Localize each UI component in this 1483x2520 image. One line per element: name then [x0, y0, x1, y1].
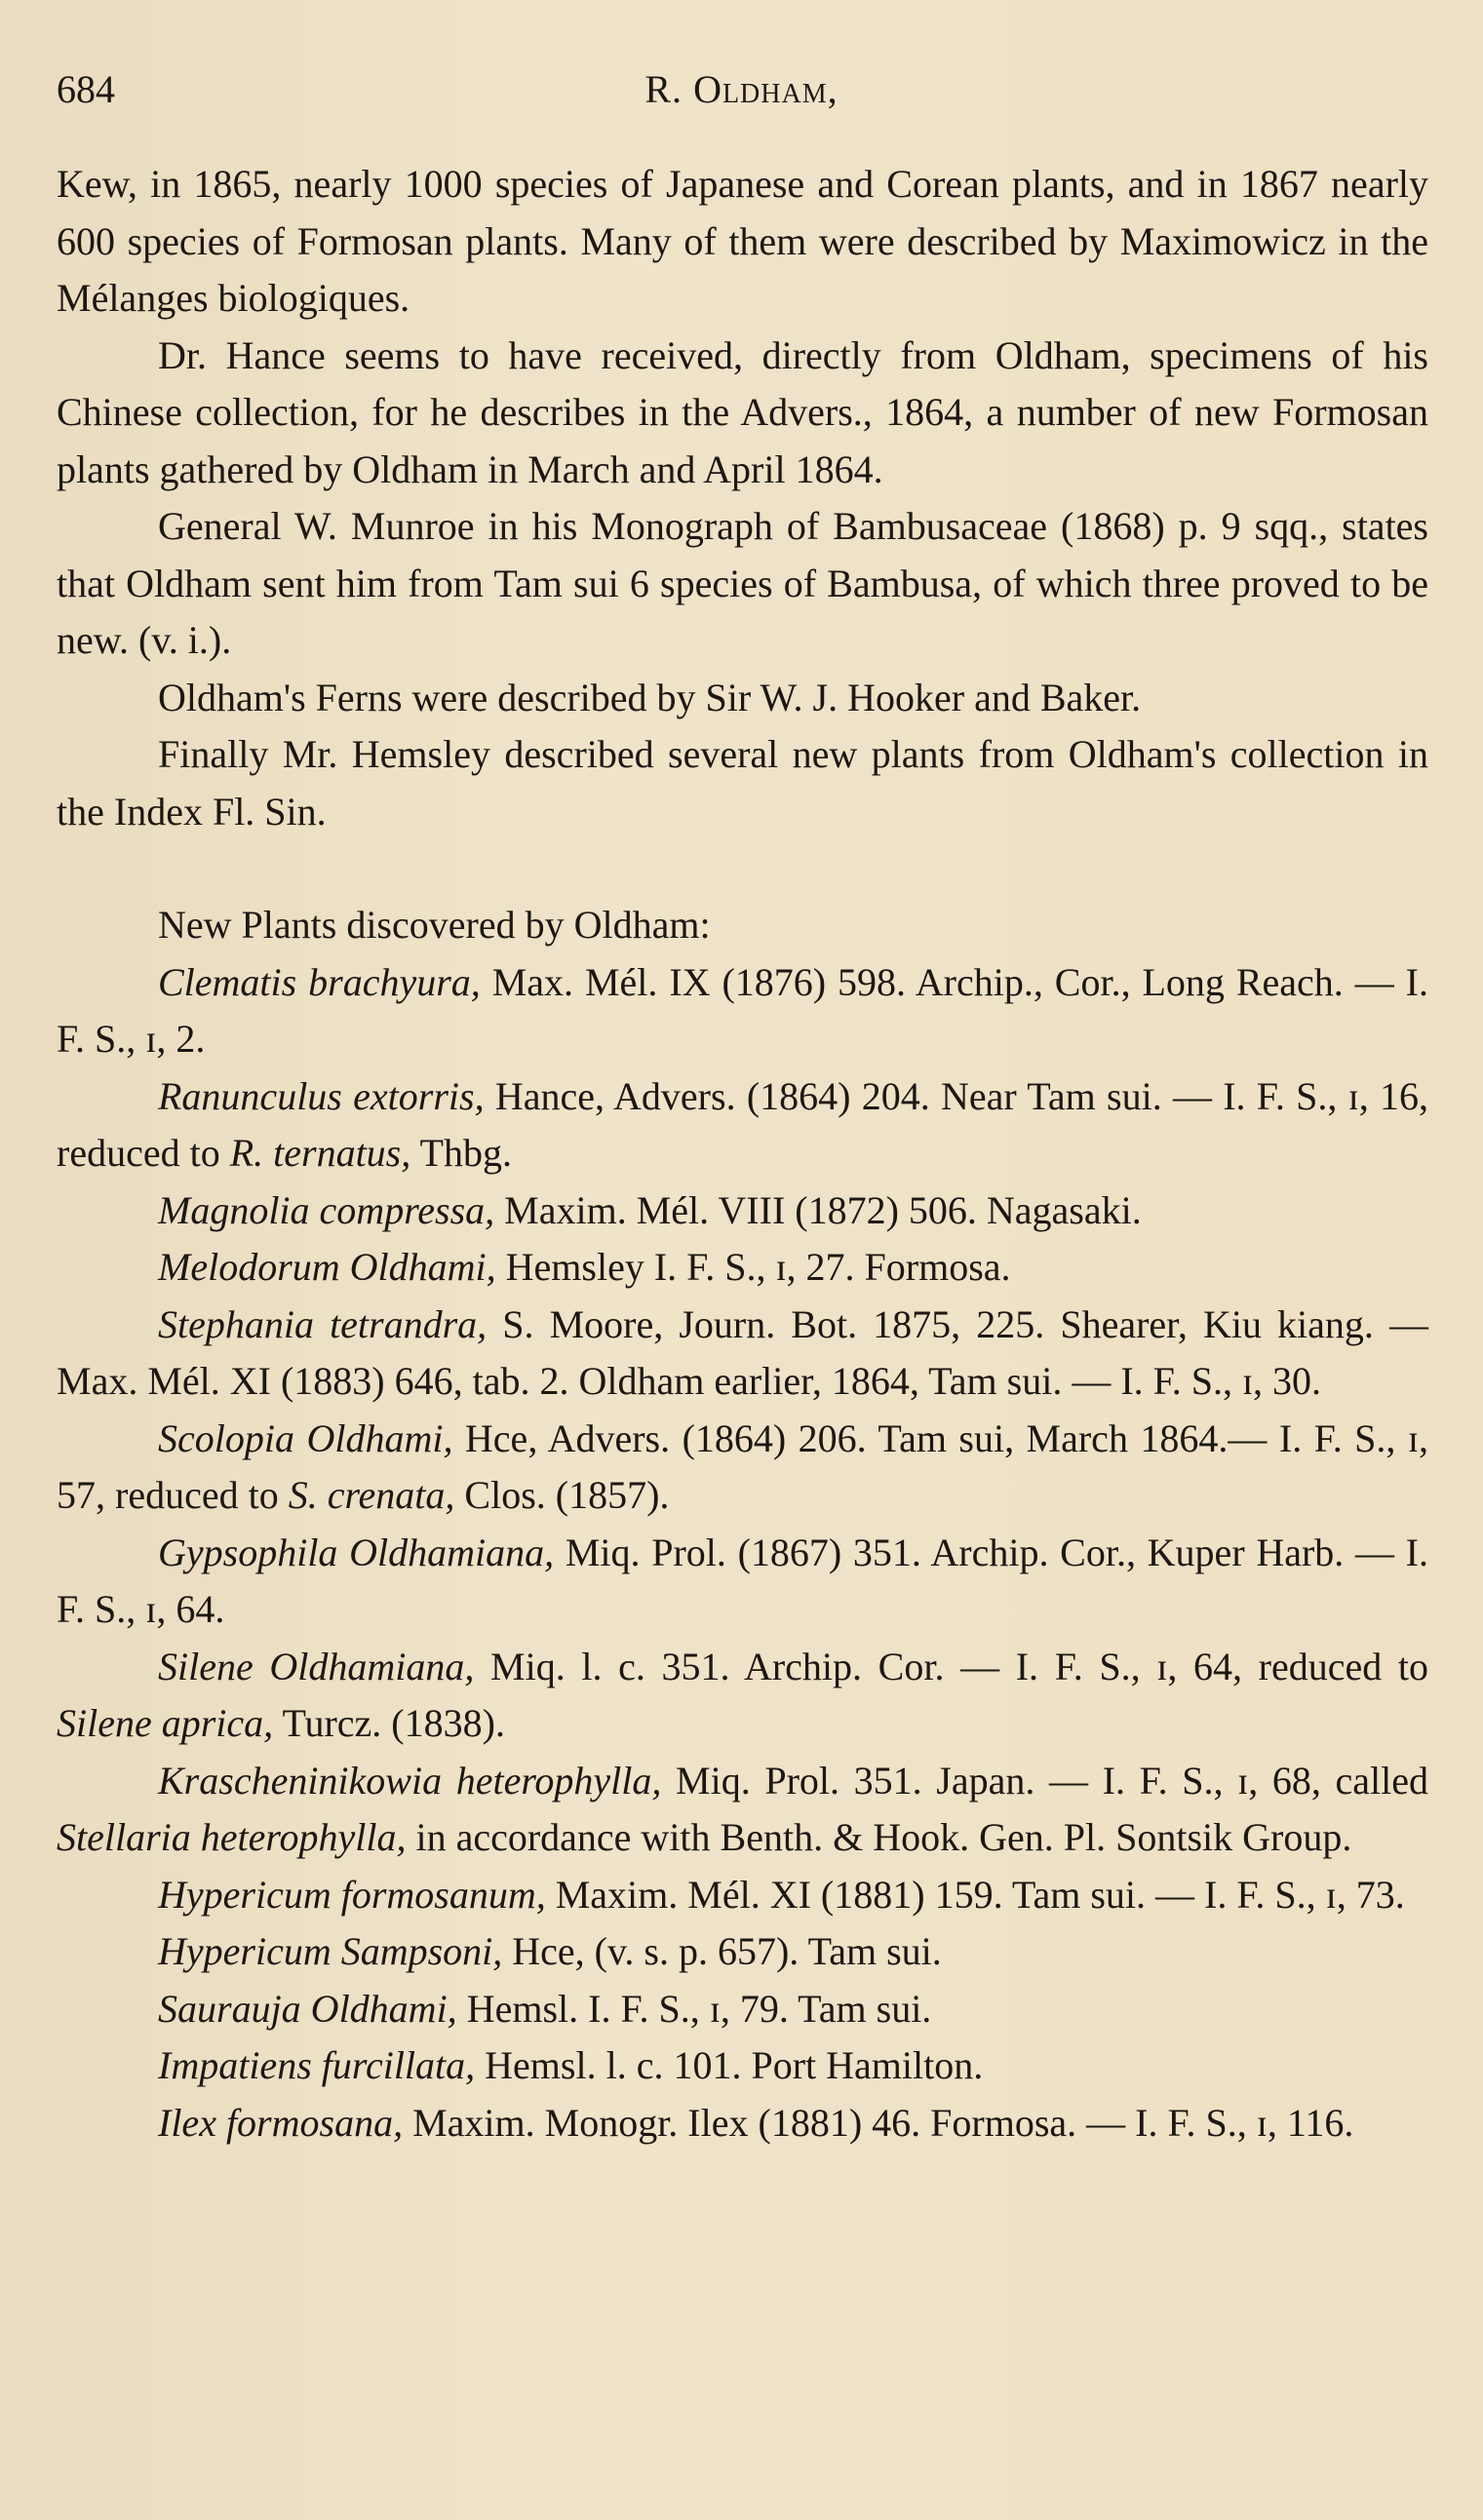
species-entry [57, 1182, 1428, 1240]
page-header [57, 60, 1426, 119]
species-entry [57, 1411, 1428, 1525]
entry-text: Miq. Prol. (1867) 351. Archip. Cor., Kuper Harb. — I. F. S., ɪ, 64. [57, 1530, 1429, 1631]
species-name: Ilex formosana, [158, 2100, 404, 2145]
entry-text: S. Moore, Journ. Bot. 1875, 225. Shearer, Kiu kiang. — Max. Mél. XI (1883) 646, tab. 2. Oldham earlier, 1864, Tam sui. — I. F. S., ɪ, 30. [57, 1301, 1429, 1403]
species-entry [57, 1068, 1428, 1182]
entry-text: Hemsl. l. c. 101. Port Hamilton. [475, 2043, 984, 2087]
running-head-initial: R. [644, 67, 683, 111]
entry-text: Thbg. [410, 1131, 512, 1175]
species-entry [57, 2095, 1428, 2152]
entry-text: Hemsl. I. F. S., ɪ, 79. Tam sui. [456, 1986, 932, 2031]
species-entry [57, 1923, 1428, 1981]
species-synonym: Stellaria heterophylla, [57, 1815, 407, 1859]
species-name: Hypericum formosanum, [158, 1872, 546, 1917]
species-name: Krascheninikowia heterophylla, [158, 1758, 662, 1803]
species-name: Scolopia Oldhami, [158, 1415, 453, 1460]
entry-text: Miq. Prol. 351. Japan. — I. F. S., ɪ, 68, called [661, 1758, 1428, 1803]
species-name: Melodorum Oldhami, [158, 1245, 496, 1289]
entry-text: Hemsley I. F. S., ɪ, 27. Formosa. [495, 1245, 1011, 1289]
entry-text: Clos. (1857). [454, 1473, 670, 1517]
entry-text: Maxim. Mél. XI (1881) 159. Tam sui. — I. F. S., ɪ, 73. [545, 1872, 1405, 1917]
species-entry [57, 1525, 1428, 1639]
species-synonym: Silene aprica, [57, 1701, 274, 1745]
species-name: Saurauja Oldhami, [158, 1986, 457, 2031]
species-name: Silene Oldhamiana, [158, 1644, 475, 1688]
page-number: 684 [57, 67, 115, 111]
species-entry [57, 1639, 1428, 1753]
intro-paragraph: Finally Mr. Hemsley described several new plants from Oldham's collection in the Index Fl. Sin. [57, 732, 1428, 834]
species-name: Ranunculus extorris, [158, 1073, 485, 1118]
running-head-name: Oldham, [693, 67, 839, 111]
entry-text: Maxim. Monogr. Ilex (1881) 46. Formosa. — I. F. S., ɪ, 116. [403, 2100, 1354, 2145]
species-synonym: S. crenata, [288, 1473, 455, 1517]
intro-paragraph: Dr. Hance seems to have received, directly from Oldham, specimens of his Chinese collection, for he describes in the Advers., 1864, a number of new Formosan plants gathered by Oldham in March and April 1864. [57, 332, 1428, 491]
list-heading: New Plants discovered by Oldham: [158, 903, 711, 947]
species-name: Stephania tetrandra, [158, 1301, 488, 1346]
intro-paragraph: General W. Munroe in his Monograph of Bambusaceae (1868) p. 9 sqq., states that Oldham sent him from Tam sui 6 species of Bambusa, of which three proved to be new. (v. i.). [57, 504, 1428, 662]
entry-text: Hance, Advers. (1864) 204. Near Tam sui. — I. F. S., ɪ, 16, reduced to [57, 1073, 1428, 1175]
species-name: Gypsophila Oldhamiana, [158, 1530, 555, 1574]
species-entry [57, 1867, 1428, 1924]
species-entry [57, 1753, 1428, 1867]
species-name: Hypericum Sampsoni, [158, 1929, 503, 1973]
running-head [57, 60, 1426, 119]
entry-text: Hce, (v. s. p. 657). Tam sui. [502, 1929, 942, 1973]
species-name: Clematis brachyura, [158, 959, 481, 1004]
entry-text: Max. Mél. IX (1876) 598. Archip., Cor., Long Reach. — I. F. S., ɪ, 2. [57, 959, 1428, 1061]
species-synonym: R. ternatus, [229, 1131, 411, 1175]
entry-text: Hce, Advers. (1864) 206. Tam sui, March 1864.— I. F. S., ɪ, 57, reduced to [57, 1415, 1429, 1517]
species-entry [57, 1981, 1428, 2038]
species-entry [57, 1297, 1428, 1411]
species-entry [57, 2037, 1428, 2095]
species-name: Impatiens furcillata, [158, 2043, 476, 2087]
section-spacer [57, 840, 1428, 897]
entry-text: Maxim. Mél. VIII (1872) 506. Nagasaki. [494, 1187, 1142, 1232]
species-name: Magnolia compressa, [158, 1187, 495, 1232]
page-body [57, 156, 1428, 2152]
intro-paragraph: Oldham's Ferns were described by Sir W. J. Hooker and Baker. [158, 675, 1142, 719]
entry-text: Miq. l. c. 351. Archip. Cor. — I. F. S., ɪ, 64, reduced to [474, 1644, 1429, 1688]
entry-text: in accordance with Benth. & Hook. Gen. Pl. Sontsik Group. [406, 1815, 1352, 1859]
intro-paragraph: Kew, in 1865, nearly 1000 species of Japanese and Corean plants, and in 1867 nearly 600 species of Formosan plants. Many of them were described by Maximowicz in the Mélanges biologiques. [57, 162, 1428, 320]
species-entry [57, 954, 1428, 1068]
species-entry [57, 1239, 1428, 1297]
entry-text: Turcz. (1838). [273, 1701, 505, 1745]
